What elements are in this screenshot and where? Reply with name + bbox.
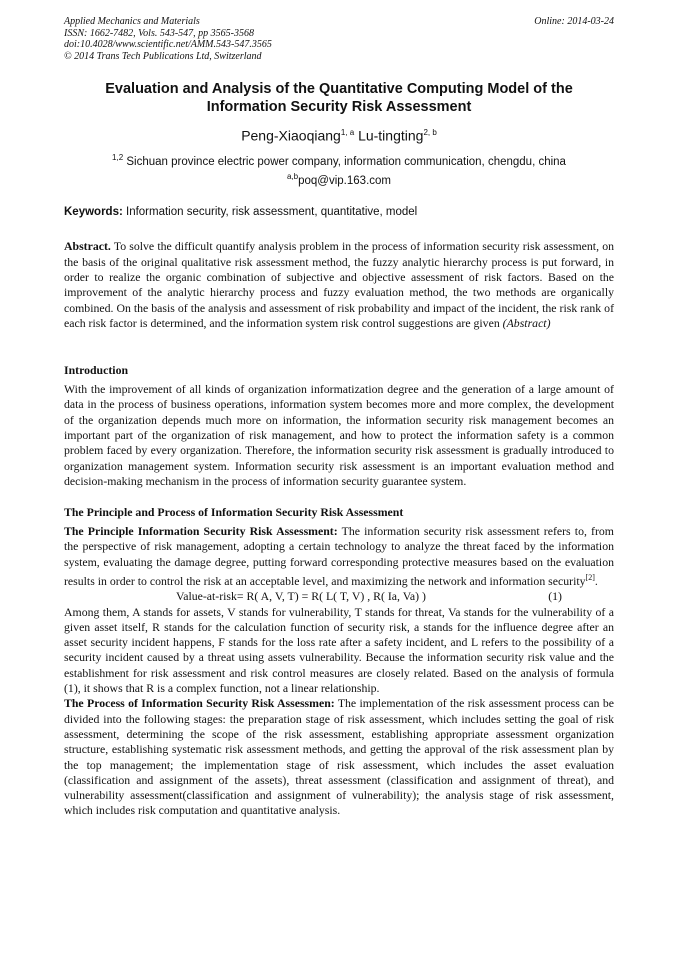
issn-line: ISSN: 1662-7482, Vols. 543-547, pp 3565-3568 [64, 27, 254, 39]
formula-number: (1) [548, 589, 562, 604]
copyright-line: © 2014 Trans Tech Publications Ltd, Switzerland [64, 50, 262, 62]
section-heading-introduction: Introduction [64, 363, 129, 378]
journal-header [64, 16, 614, 62]
process-sub-text: The implementation of the risk assessment process can be divided into the following stages: the preparation stage of risk assessment, which includes setting the goal of risk assessment, determining the scope of the risk assessment, establishing appropriate assessment organization structure, establishing systematic risk assessment methods, and getting the approval of the risk assessment plan by the top management; the implementation stage of risk assessment, which includes the asset evaluation (classification and assignment of the assets), threat assessment (classification and assignment of threat), and vulnerability assessment(classification and assignment of vulnerability); the analysis stage of risk assessment, which includes risk computation and quantitative analysis. [64, 696, 614, 818]
email-link[interactable]: poq@vip.163.com [298, 175, 391, 188]
author-1-sup: 1, a [340, 128, 355, 137]
section-heading-principle: The Principle and Process of Information Security Risk Assessment [64, 505, 404, 520]
journal-name: Applied Mechanics and Materials [64, 16, 200, 27]
abstract-text: To solve the difficult quantify analysis problem in the process of information security risk assessment, on the basis of the original qualitative risk assessment method, the fuzzy analytic hierarchy process is put forward, in order to realize the organic combination of subjective and objective assessment of risk factors. Based on the improvement of the analytic hierarchy process and fuzzy evaluation method, the two methods are organically combined. On the basis of the analysis and assessment of risk probability and impact of the incident, the risk rank of each risk factor is determined, and the information system risk control suggestions are given [64, 239, 614, 330]
author-line [64, 124, 614, 145]
abstract [64, 239, 614, 331]
formula-text: Value-at-risk= R( A, V, T) = R( L( T, V) , R( Ia, Va) ) [176, 589, 426, 604]
author-2: Lu-tingting [358, 127, 424, 144]
author-1: Peng-Xiaoqiang [241, 127, 341, 144]
doi-line: doi:10.4028/www.scientific.net/AMM.543-547.3565 [64, 39, 272, 50]
principle-paragraph: The Principle Information Security Risk Assessment: The information security risk assessment refers to, from the perspective of risk management, adopting a certain technology to analyze the threat faced by the information system, evaluating the damage degree, putting forward corresponding protective measures based on the evaluation results in order to control the risk at an acceptable level, and maximizing the network and information security[2]. [64, 524, 614, 588]
author-2-sup: 2, b [423, 128, 437, 137]
principle-sub-text: The information security risk assessment refers to, from the perspective of risk management, adopting a certain technology to analyze the threat faced by the information system, evaluating the damage degree, putting forward corresponding protective measures based on the evaluation results in order to control the risk at an acceptable level, and maximizing the network and information security [64, 524, 614, 588]
process-sub-label: The Process of Information Security Risk Assessmen: [64, 696, 335, 711]
keywords-text: Information security, risk assessment, quantitative, model [126, 206, 418, 219]
keywords [64, 205, 614, 220]
principle-sub-label: The Principle Information Security Risk Assessment: [64, 524, 338, 539]
affiliation-sup: 1,2 [112, 152, 124, 162]
formula-explanation: Among them, A stands for assets, V stands for vulnerability, T stands for threat, Va stands for the vulnerability of a given asset itself, R stands for the calculation function of security risk, a stands for the influence degree after an asset security incident happens, F stands for the loss rate after a safety incident, and L refers to the possibility of a security incident caused by a threat using assets vulnerability. Because the information security risk value and the establishment for risk assessment and risk control measures are closely related. Based on the analysis of formula (1), it shows that R is a complex function, not a linear relationship. [64, 604, 614, 696]
abstract-tail: (Abstract) [502, 315, 551, 330]
introduction-text: With the improvement of all kinds of organization informatization degree and the generation of a large amount of data in the process of business operations, information system becomes more and more complex, the development of the organization depends much more on information, the information security risk management becomes an important part of the organization of risk management, and how to protect the information safety is a common problem faced by every organization. Therefore, the information security risk assessment is gradually introduced to organization management system. Information security risk assessment is an important evaluation method and decision-making mechanism in the process of information security guarantee system. [64, 382, 614, 488]
online-date: Online: 2014-03-24 [534, 16, 614, 27]
affiliation-text: Sichuan province electric power company, information communication, chengdu, china [126, 155, 566, 168]
process-paragraph [64, 696, 614, 818]
affiliation [64, 150, 614, 190]
formula-1 [64, 589, 614, 604]
keywords-label: Keywords: [64, 206, 123, 219]
citation-ref: [2] [585, 573, 595, 583]
abstract-label: Abstract. [64, 239, 111, 254]
paper-page [64, 16, 614, 819]
email-sup: a,b [287, 172, 299, 182]
paper-title: Evaluation and Analysis of the Quantitative Computing Model of the Information Security Risk Assessment [105, 81, 573, 115]
